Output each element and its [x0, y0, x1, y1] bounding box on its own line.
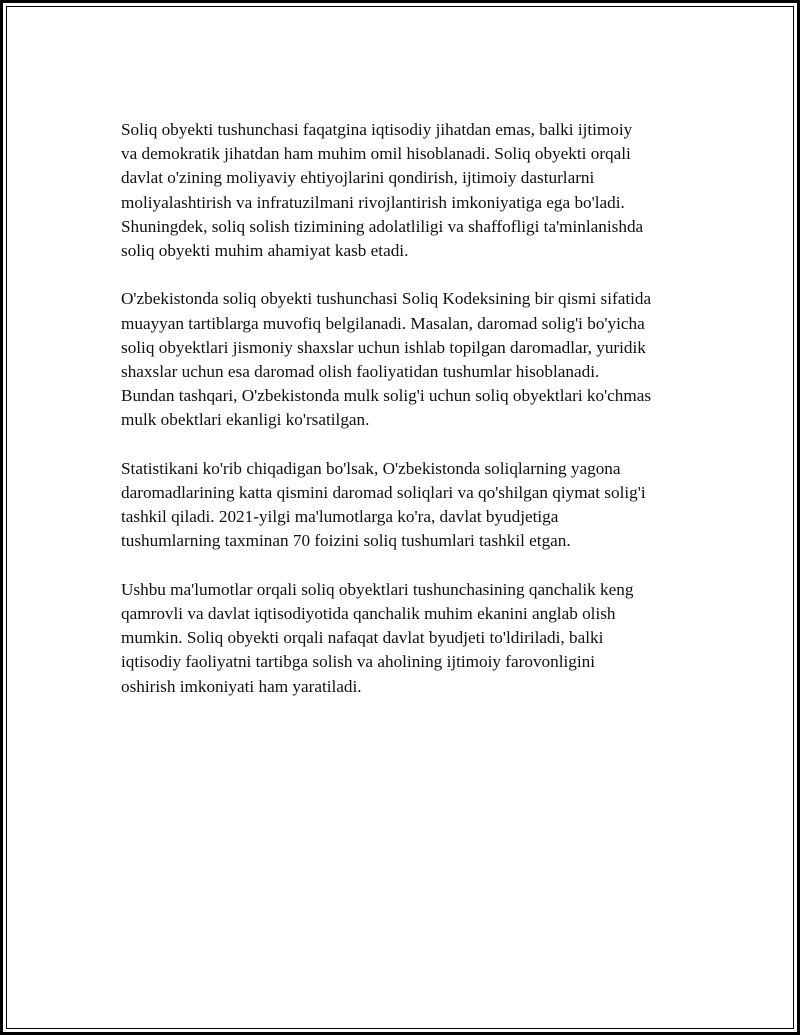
document-body — [121, 118, 691, 723]
paragraph-1: Soliq obyekti tushunchasi faqatgina iqtisodiy jihatdan emas, balki ijtimoiy va demokratik jihatdan ham muhim omil hisoblanadi. Soliq obyekti orqali davlat o'zining moliyaviy ehtiyojlarini qondirish, ijtimoiy dasturlarni moliyalashtirish va infratuzilmani rivojlantirish imkoniyatiga ega bo'ladi. Shuningdek, soliq solish tizimining adolatliligi va shaffofligi ta'minlanishda soliq obyekti muhim ahamiyat kasb etadi. — [121, 120, 644, 261]
paragraph-3: Statistikani ko'rib chiqadigan bo'lsak, O'zbekistonda soliqlarning yagona daromadlarining katta qismini daromad soliqlari va qo'shilgan qiymat solig'i tashkil qiladi. 2021-yilgi ma'lumotlarga ko'ra, davlat byudjetiga tushumlarning taxminan 70 foizini soliq tushumlari tashkil etgan. — [121, 458, 646, 551]
paragraph-2: O'zbekistonda soliq obyekti tushunchasi Soliq Kodeksining bir qismi sifatida muayyan tartiblarga muvofiq belgilanadi. Masalan, daromad solig'i bo'yicha soliq obyektlari jismoniy shaxslar uchun ishlab topilgan daromadlar, yuridik shaxslar uchun esa daromad olish faoliyatidan tushumlar hisoblanadi. Bundan tashqari, O'zbekistonda mulk solig'i uchun soliq obyektlari ko'chmas mulk obektlari ekanligi ko'rsatilgan. — [121, 289, 652, 430]
paragraph-4: Ushbu ma'lumotlar orqali soliq obyektlari tushunchasining qanchalik keng qamrovli va davlat iqtisodiyotida qanchalik muhim ekanini anglab olish mumkin. Soliq obyekti orqali nafaqat davlat byudjeti to'ldiriladi, balki iqtisodiy faoliyatni tartibga solish va aholining ijtimoiy farovonligini oshirish imkoniyati ham yaratiladi. — [121, 579, 634, 696]
